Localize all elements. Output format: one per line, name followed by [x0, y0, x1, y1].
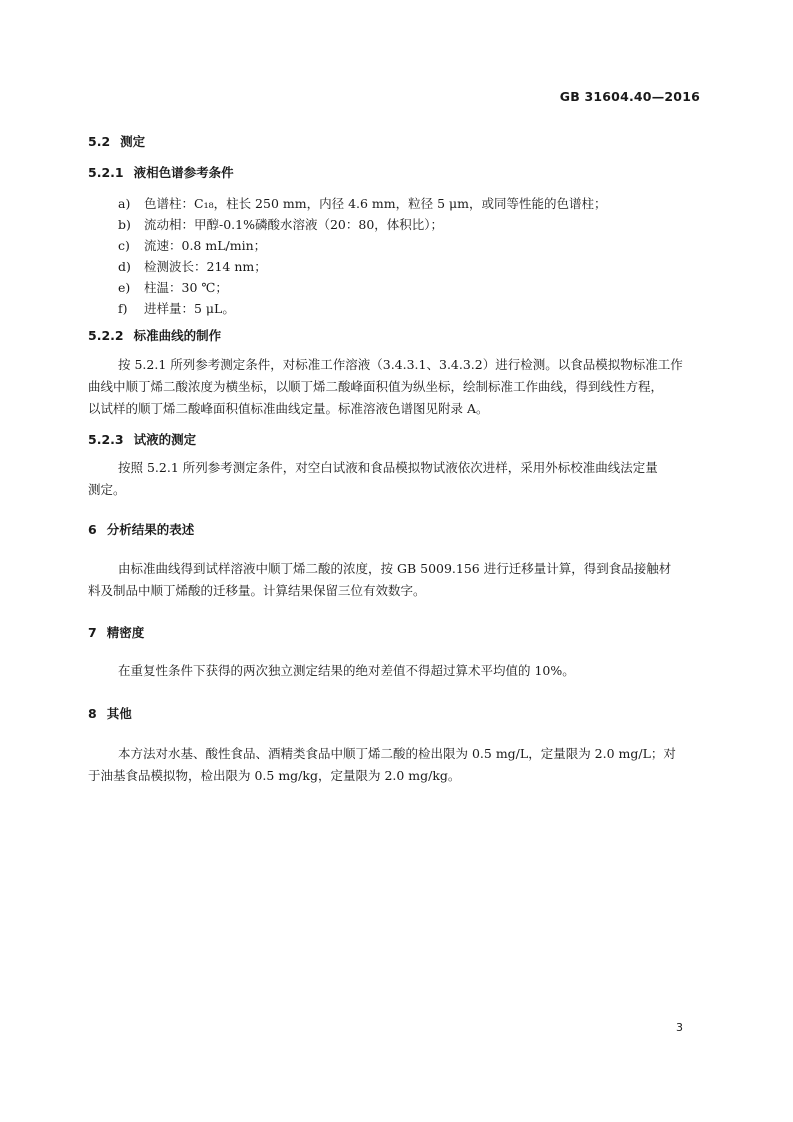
- paragraph-6: [88, 558, 708, 602]
- page-number: 3: [676, 1021, 683, 1034]
- heading-5-2: [88, 132, 145, 150]
- section-title: 液相色谱参考条件: [133, 165, 234, 180]
- heading-7: [88, 623, 144, 641]
- section-number: 8: [88, 706, 97, 721]
- paragraph-line: 按照 5.2.1 所列参考测定条件，对空白试液和食品模拟物试液依次进样，采用外标校准曲线法定量: [118, 460, 658, 475]
- paragraph-5-2-3: [88, 457, 708, 501]
- section-title: 试液的测定: [133, 432, 197, 447]
- paragraph-line: 由标准曲线得到试样溶液中顺丁烯二酸的浓度，按 GB 5009.156 进行迁移量计算，得到食品接触材: [118, 561, 672, 576]
- item-text: 流动相：甲醇-0.1%磷酸水溶液（20：80，体积比）；: [144, 217, 444, 232]
- section-title: 分析结果的表述: [106, 522, 195, 537]
- item-marker: e): [118, 280, 131, 295]
- paragraph-line: 本方法对水基、酸性食品、酒精类食品中顺丁烯二酸的检出限为 0.5 mg/L，定量限为 2.0 mg/L；对: [118, 746, 676, 761]
- heading-8: [88, 704, 132, 722]
- item-text: 检测波长：214 nm；: [144, 259, 267, 274]
- item-marker: c): [118, 238, 130, 253]
- item-marker: b): [118, 217, 131, 232]
- section-number: 7: [88, 625, 97, 640]
- heading-5-2-1: [88, 163, 234, 181]
- section-number: 5.2: [88, 134, 111, 149]
- paragraph-line: 测定。: [88, 482, 126, 497]
- condition-item: [118, 278, 228, 296]
- condition-item: [118, 194, 607, 212]
- section-title: 测定: [120, 134, 146, 149]
- paragraph-5-2-2: [88, 354, 708, 420]
- condition-item: [118, 236, 266, 254]
- item-marker: a): [118, 196, 131, 211]
- item-text: 色谱柱：C₁₈，柱长 250 mm，内径 4.6 mm，粒径 5 μm，或同等性能的色谱柱；: [144, 196, 607, 211]
- item-marker: f): [118, 301, 128, 316]
- item-text: 柱温：30 ℃；: [144, 280, 228, 295]
- paragraph-line: 于油基食品模拟物，检出限为 0.5 mg/kg，定量限为 2.0 mg/kg。: [88, 768, 461, 783]
- heading-6: [88, 520, 194, 538]
- paragraph-8: [88, 743, 708, 787]
- section-title: 标准曲线的制作: [133, 328, 222, 343]
- section-title: 精密度: [106, 625, 145, 640]
- condition-item: [118, 257, 267, 275]
- section-number: 5.2.1: [88, 165, 124, 180]
- condition-item: [118, 299, 235, 317]
- standard-code: GB 31604.40—2016: [559, 89, 700, 104]
- section-title: 其他: [106, 706, 132, 721]
- section-number: 5.2.2: [88, 328, 124, 343]
- paragraph-line: 在重复性条件下获得的两次独立测定结果的绝对差值不得超过算术平均值的 10%。: [118, 663, 575, 678]
- section-number: 6: [88, 522, 97, 537]
- heading-5-2-3: [88, 430, 196, 448]
- condition-item: [118, 215, 443, 233]
- paragraph-line: 按 5.2.1 所列参考测定条件，对标准工作溶液（3.4.3.1、3.4.3.2）进行检测。以食品模拟物标准工作: [118, 357, 683, 372]
- item-text: 进样量：5 μL。: [144, 301, 235, 316]
- paragraph-line: 曲线中顺丁烯二酸浓度为横坐标，以顺丁烯二酸峰面积值为纵坐标，绘制标准工作曲线，得到线性方程，: [88, 379, 664, 394]
- section-number: 5.2.3: [88, 432, 124, 447]
- paragraph-7: [88, 660, 708, 682]
- item-text: 流速：0.8 mL/min；: [144, 238, 267, 253]
- paragraph-line: 以试样的顺丁烯二酸峰面积值标准曲线定量。标准溶液色谱图见附录 A。: [88, 401, 489, 416]
- item-marker: d): [118, 259, 131, 274]
- heading-5-2-2: [88, 326, 221, 344]
- paragraph-line: 料及制品中顺丁烯酸的迁移量。计算结果保留三位有效数字。: [88, 583, 426, 598]
